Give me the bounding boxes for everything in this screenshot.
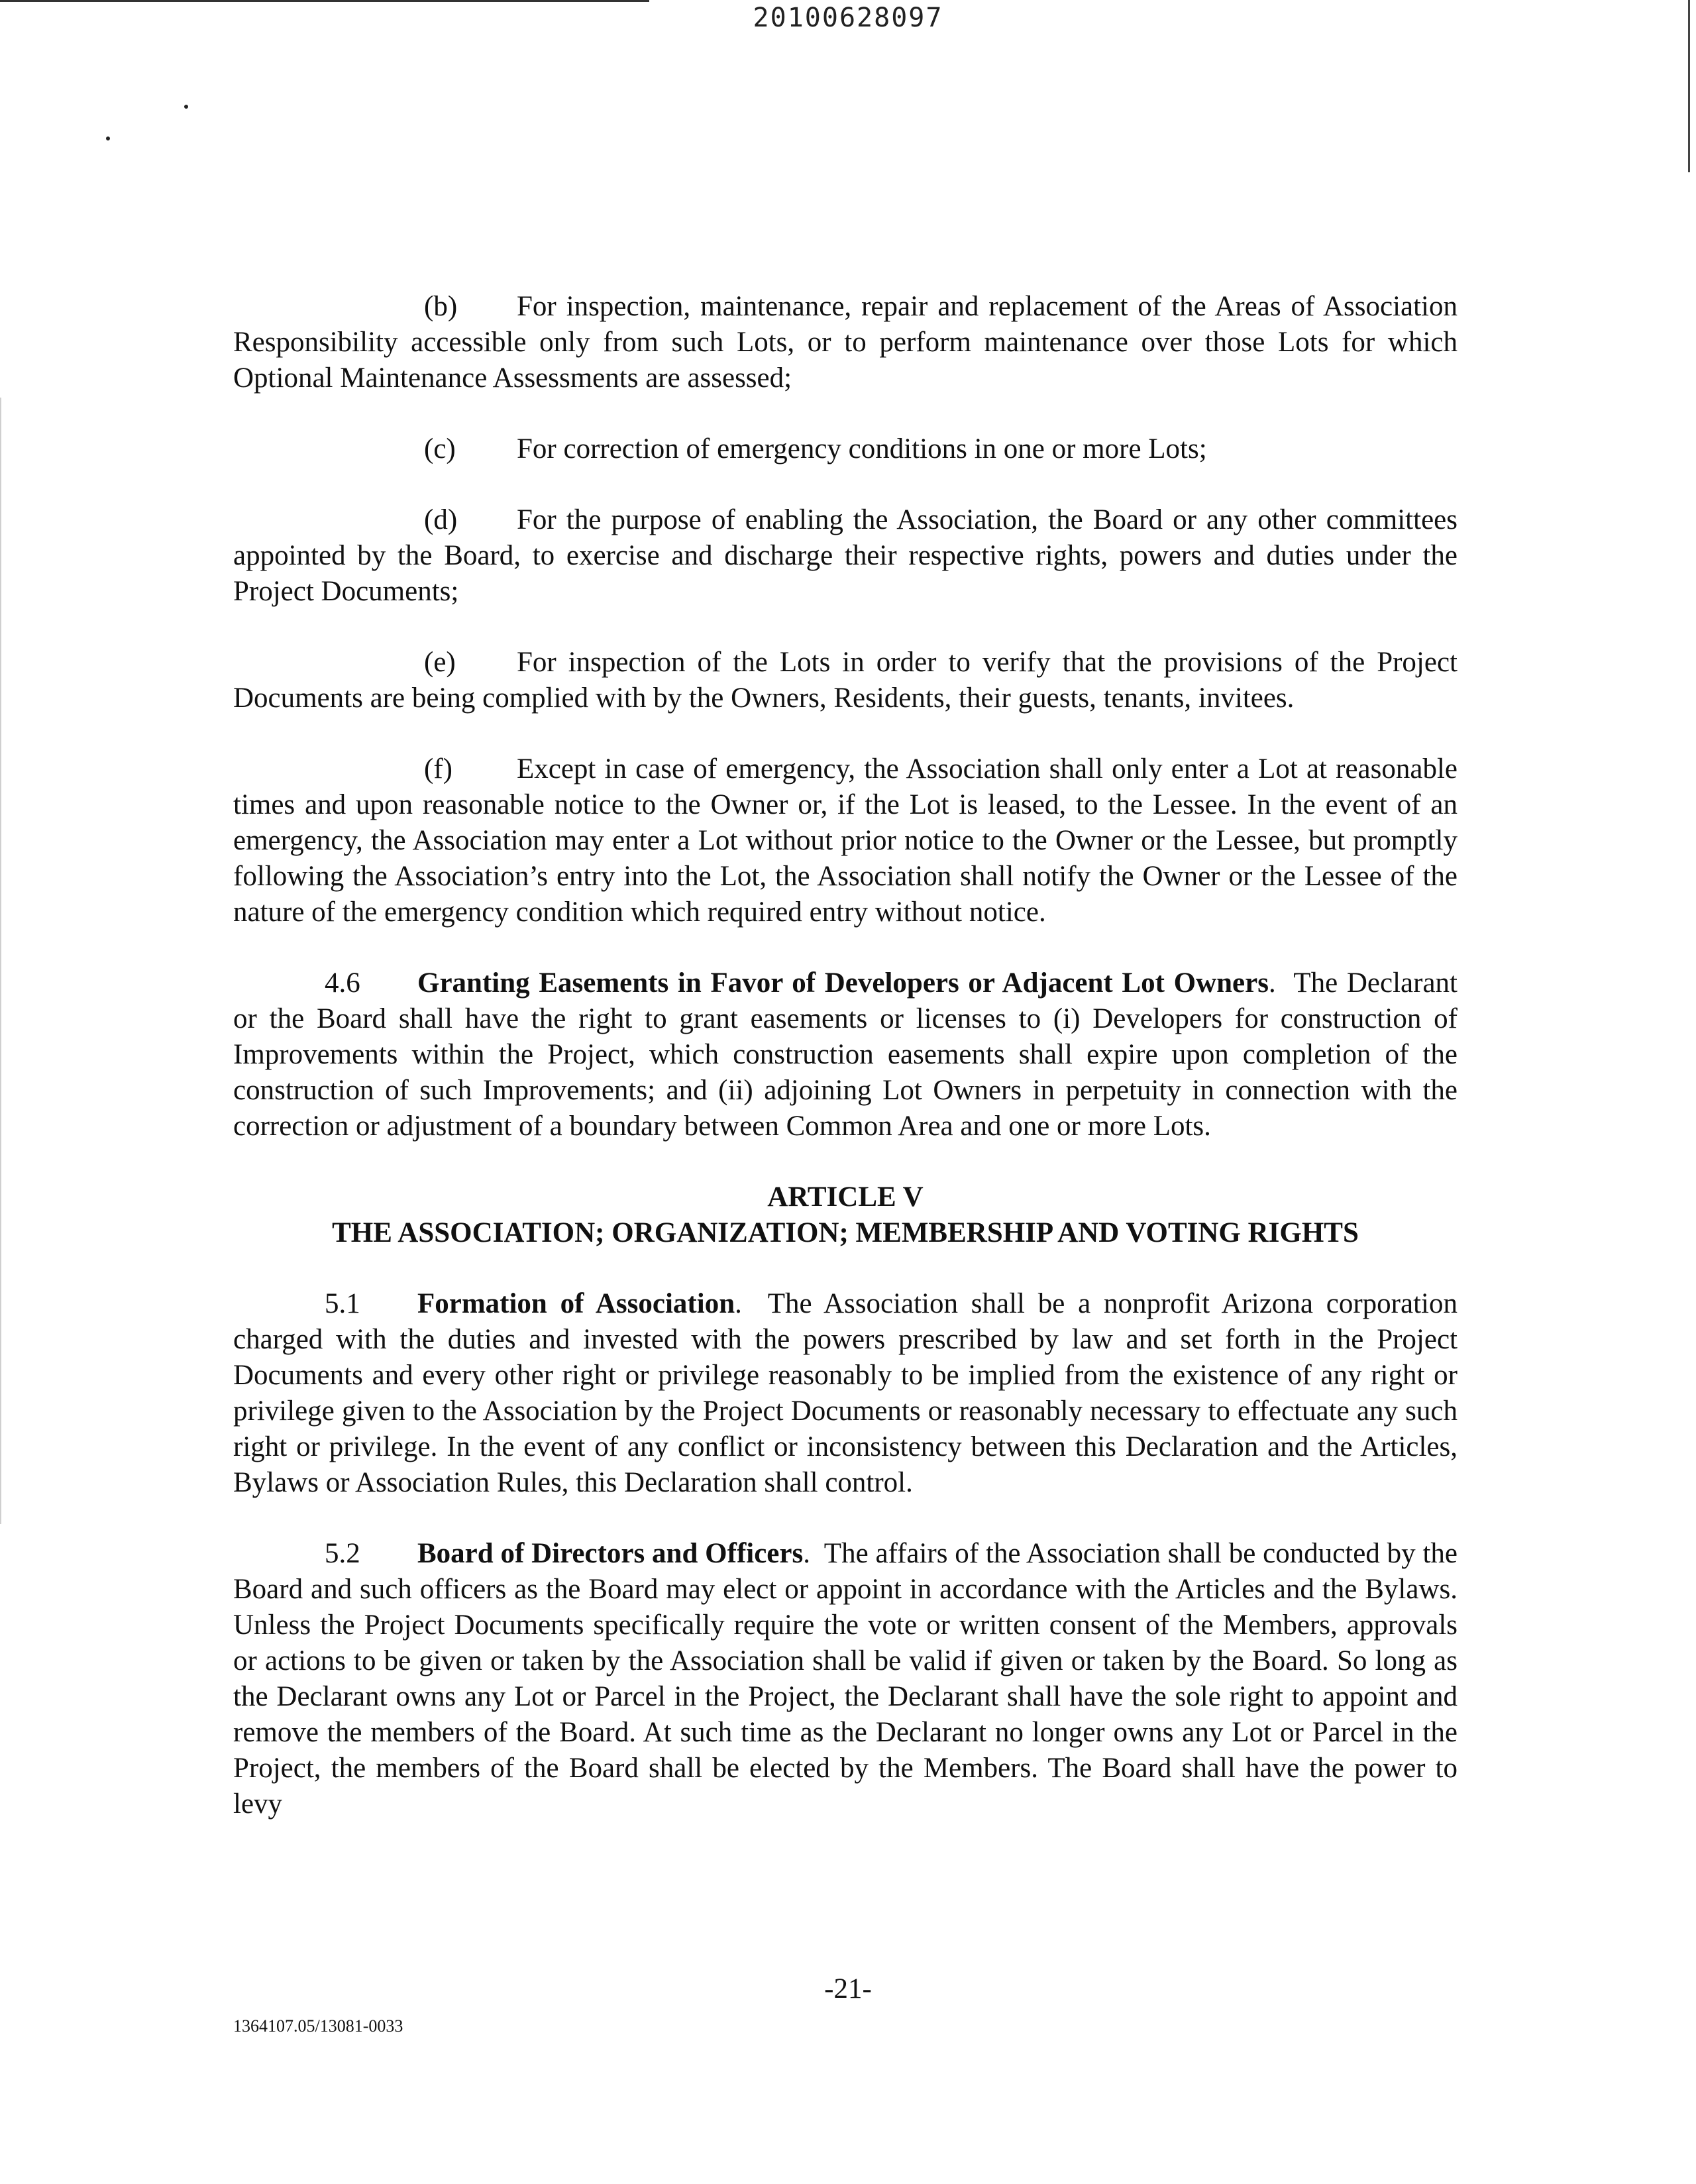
article-title: ARTICLE V bbox=[767, 1181, 924, 1213]
scan-speck bbox=[184, 105, 188, 109]
paragraph-c bbox=[233, 431, 1458, 467]
section-number: 4.6 bbox=[325, 967, 360, 999]
section-4-6: 4.6 Granting Easements in Favor of Developers or Adjacent Lot Owners. The Declarant or the Board shall have the right to grant easements or licenses to (i) Developers for construction of Improvements within the Project, which construction easements shall expire upon completion of the construction of such Improvements; and (ii) adjoining Lot Owners in perpetuity in connection with the correction or adjustment of a boundary between Common Area and one or more Lots. bbox=[233, 965, 1458, 1144]
section-text: The Association shall be a nonprofit Arizona corporation charged with the duties and invested with the powers prescribed by law and set forth in the Project Documents and every other right or privilege reasonably to be implied from the existence of any right or privilege given to the Association by the Project Documents or reasonably necessary to effectuate any such right or privilege. In the event of any conflict or inconsistency between this Declaration and the Articles, Bylaws or Association Rules, this Declaration shall control. bbox=[233, 1288, 1458, 1498]
paragraph-text: For inspection of the Lots in order to verify that the provisions of the Project Documents are being complied with by the Owners, Residents, their guests, tenants, invitees. bbox=[233, 647, 1458, 714]
paragraph-text: For the purpose of enabling the Association, the Board or any other committees appointed by the Board, to exercise and discharge their respective rights, powers and duties under the Project Documents; bbox=[233, 504, 1458, 607]
section-heading: Formation of Association bbox=[417, 1288, 735, 1319]
paragraph-text: For inspection, maintenance, repair and replacement of the Areas of Association Responsibility accessible only from such Lots, or to perform maintenance over those Lots for which Optional Maintenance Assessments are assessed; bbox=[233, 291, 1458, 394]
paragraph-b bbox=[233, 289, 1458, 396]
section-5-2: 5.2 Board of Directors and Officers. The affairs of the Association shall be conducted by the Board and such officers as the Board may elect or appoint in accordance with the Articles and the Bylaws. Unless the Project Documents specifically require the vote or written consent of the Members, approvals or actions to be given or taken by the Association shall be valid if given or taken by the Board. So long as the Declarant owns any Lot or Parcel in the Project, the Declarant shall have the sole right to appoint and remove the members of the Board. At such time as the Declarant no longer owns any Lot or Parcel in the Project, the members of the Board shall be elected by the Members. The Board shall have the power to levy bbox=[233, 1536, 1458, 1822]
page-number: -21- bbox=[824, 1973, 872, 2004]
paragraph-d bbox=[233, 502, 1458, 610]
paragraph-f bbox=[233, 751, 1458, 930]
paragraph-label: (b) bbox=[424, 291, 458, 322]
section-text: The Declarant or the Board shall have the right to grant easements or licenses to (i) Developers for construction of Improvements within the Project, which construction easements shall expire upon completion of the construction of such Improvements; and (ii) adjoining Lot Owners in perpetuity in connection with the correction or adjustment of a boundary between Common Area and one or more Lots. bbox=[233, 967, 1458, 1142]
article-subtitle: THE ASSOCIATION; ORGANIZATION; MEMBERSHIP AND VOTING RIGHTS bbox=[332, 1217, 1359, 1248]
section-number: 5.1 bbox=[325, 1288, 360, 1319]
section-text: The affairs of the Association shall be conducted by the Board and such officers as the Board may elect or appoint in accordance with the Articles and the Bylaws. Unless the Project Documents specifically require the vote or written consent of the Members, approvals or actions to be given or taken by the Association shall be valid if given or taken by the Board. So long as the Declarant owns any Lot or Parcel in the Project, the Declarant shall have the sole right to appoint and remove the members of the Board. At such time as the Declarant no longer owns any Lot or Parcel in the Project, the members of the Board shall be elected by the Members. The Board shall have the power to levy bbox=[233, 1538, 1458, 1820]
paragraph-text: For correction of emergency conditions in one or more Lots; bbox=[517, 433, 1207, 464]
paragraph-e bbox=[233, 645, 1458, 716]
paragraph-text: Except in case of emergency, the Association shall only enter a Lot at reasonable times and upon reasonable notice to the Owner or, if the Lot is leased, to the Lessee. In the event of an emergency, the Association may enter a Lot without prior notice to the Owner or the Lessee, but promptly following the Association’s entry into the Lot, the Association shall notify the Owner or the Lessee of the nature of the emergency condition which required entry without notice. bbox=[233, 753, 1458, 928]
section-5-1: 5.1 Formation of Association. The Association shall be a nonprofit Arizona corporation charged with the duties and invested with the powers prescribed by law and set forth in the Project Documents and every other right or privilege reasonably to be implied from the existence of any right or privilege given to the Association by the Project Documents or reasonably necessary to effectuate any such right or privilege. In the event of any conflict or inconsistency between this Declaration and the Articles, Bylaws or Association Rules, this Declaration shall control. bbox=[233, 1286, 1458, 1501]
scan-speck bbox=[106, 136, 110, 140]
scan-edge-left bbox=[0, 398, 1, 1524]
paragraph-label: (e) bbox=[424, 647, 456, 678]
section-number: 5.2 bbox=[325, 1538, 360, 1569]
paragraph-label: (d) bbox=[424, 504, 458, 535]
section-heading: Board of Directors and Officers bbox=[417, 1538, 804, 1569]
recording-number: 20100628097 bbox=[753, 3, 943, 33]
paragraph-label: (f) bbox=[424, 753, 452, 785]
document-body bbox=[233, 289, 1458, 1857]
article-heading bbox=[233, 1179, 1458, 1251]
document-id: 1364107.05/13081-0033 bbox=[233, 2016, 403, 2036]
section-heading: Granting Easements in Favor of Developers or Adjacent Lot Owners bbox=[417, 967, 1269, 999]
top-rule bbox=[0, 0, 649, 2]
paragraph-label: (c) bbox=[424, 433, 456, 464]
